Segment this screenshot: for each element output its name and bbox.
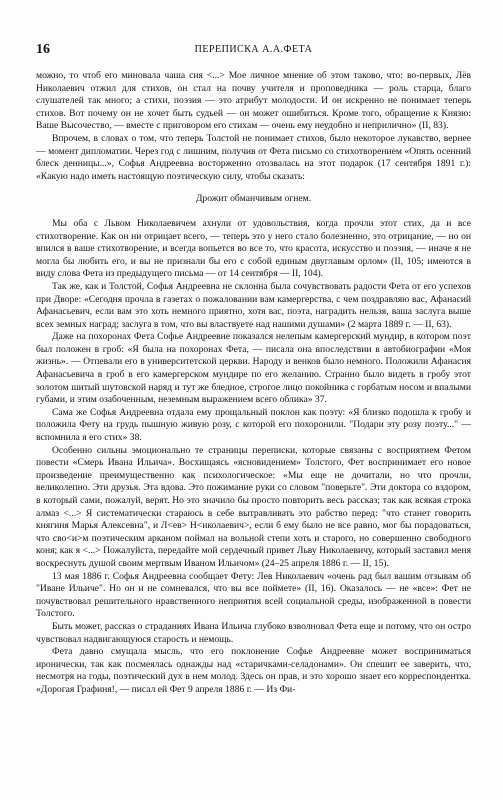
paragraph: Быть может, рассказ о страданиях Ивана Ильича глубоко взволновал Фета еще и потому, что он остро чувствовал надвигающуюся старость и немощь. — [36, 620, 471, 645]
paragraph: можно, то чтоб его миновала чаша сия <...> Мое личное мнение об этом таково, что: во-первых, Лёв Николаевич отжил для стихов, он стал на почву учителя и проповедника — роль старца, благо слушателей так много; а стихи, поэзия — это атрибут молодости. И он искренно не понимает теперь стихов. Вот почему он не хочет быть судьей — он может ошибиться. Кроме того, обращение к Князю: Ваше Высочество, — вместе с приговором его стихам — очень ему неудобно и неприлично» (II, 83). — [36, 70, 471, 132]
verse-quote: Дрожит обманчивым огнем. — [195, 193, 312, 205]
paragraph: Особенно сильны эмоционально те страницы переписки, которые связаны с восприятием Фетом повести «Смерь Ивана Ильича». Восхищаясь «ясновидением» Толстого, Фет воспринимает его новое произведение преимущественно как психологическое: «Мы еще не дочитали, но что прочли, великолепно. Эти друзья. Эта вдова. Это пожимание руки со словом "поверьте". Эти доктора со вздором, в который сами, пожалуй, верят. Но это значило бы просто повторить весь рассказ; так как всякая строка алмаз <...> Я систематически стараюсь в себе вытравливать это рабство перед: "что станет говорить княгиня Марья Алексевна", и Л<ев> Н<иколаевич>, если б ему было не все равно, мог бы порадоваться, что сво<и>м поэтическим арканом поймал на вольной степи хоть и старого, но совершенно свободного коня; как я <...> Пожалуйста, передайте мой сердечный привет Льву Николаевичу, который заставил меня воскреснуть душой своим мертвым Иваном Ильичом» (24–25 апреля 1886 г. — II, 15). — [36, 444, 471, 569]
body-text — [36, 70, 471, 697]
paragraph: Так же, как и Толстой, Софья Андреевна не склонна была сочувствовать радости Фета от его успехов при Дворе: «Сегодня прочла в газетах о пожаловании вам камергерства, с чем поздравляю вас, Афанасий Афанасьевич, если вам это хоть немного приятно, хотя вас, поэта, наградить нельзя, ваша заслуга выше всех земных наград; заслуга в том, что вы властвуете над нашими душами» (2 марта 1889 г. — II, 63). — [36, 280, 471, 330]
page-header — [36, 42, 471, 58]
paragraph: Мы оба с Львом Николаевичем ахнули от удовольствия, когда прочли этот стих, да и все стихотворение. Как он ни отрицает всего, — теперь это у него стало болезненно, это отрицание, — но он впился в ваше стихотворение, и всегда вопьется во все то, что красота, искусство и поэзия, — иначе я не могла бы любить его, и вы не признали бы его с собой единым двуглавым орлом» (II, 105; имеются в виду слова Фета из предыдущего письма — от 14 сентября — II, 104). — [36, 217, 471, 280]
paragraph: Фета давно смущала мысль, что его поклонение Софье Андреевне может восприниматься иронически, так как посмеялась однажды над «старичками-селадонами». Он спешит ее заверить, что, несмотря на годы, поэтический дух в нем молод. Здесь он прав, и это хорошо знает его корреспондентка. «Дорогая Графиня!, — писал ей Фет 9 апреля 1886 г. — Из Фи- — [36, 646, 471, 695]
running-title: ПЕРЕПИСКА А.А.ФЕТА — [194, 44, 313, 55]
paragraph: Впрочем, в словах о том, что теперь Толстой не понимает стихов, было некоторое лукавство, вернее — момент дипломатии. Через год с лишним, получив от Фета письмо со стихотворением «Опять осенний блеск денницы...», Софья Андреевна восторженно отозвалась на этот подарок (17 сентября 1891 г.): «Какую надо иметь настоящую поэтическую силу, чтобы сказать: — [36, 132, 471, 182]
paragraph: Сама же Софья Андреевна отдала ему прощальный поклон как поэту: «Я близко подошла к гробу и положила Фету на грудь пышную живую розу, с которой его похоронили. "Подари эту розу поэту..." — вспомнила я его стих» 38. — [36, 406, 471, 444]
paragraph: 13 мая 1886 г. Софья Андреевна сообщает Фету: Лев Николаевич «очень рад был вашим отзывам об "Иване Ильиче". Но он и не сомневался, что вы все поймете» (II, 16). Оказалось — не «все»: Фет не почувствовал решительного нравственного неприятия всей социальной среды, изображенной в повести Толстого. — [36, 570, 471, 620]
paragraph: Даже на похоронах Фета Софье Андреевне показался нелепым камергерский мундир, в котором поэт был положен в гроб: «Я была на похоронах Фета, — писала она впоследствии в автобиографии «Моя жизнь». — Отпевали его в университетской церкви. Народу и венков было немного. Положили Афанасия Афанасьевича в гроб в его камергерском мундире по его желанию. Странно было видеть в гробу этот золотом шитый шутовской наряд и тут же бледное, строгое лицо покойника с горбатым носом и впалыми губами, и этим озабоченным, неземным выражением всего облика» 37. — [36, 331, 471, 406]
page-number: 16 — [36, 42, 50, 57]
